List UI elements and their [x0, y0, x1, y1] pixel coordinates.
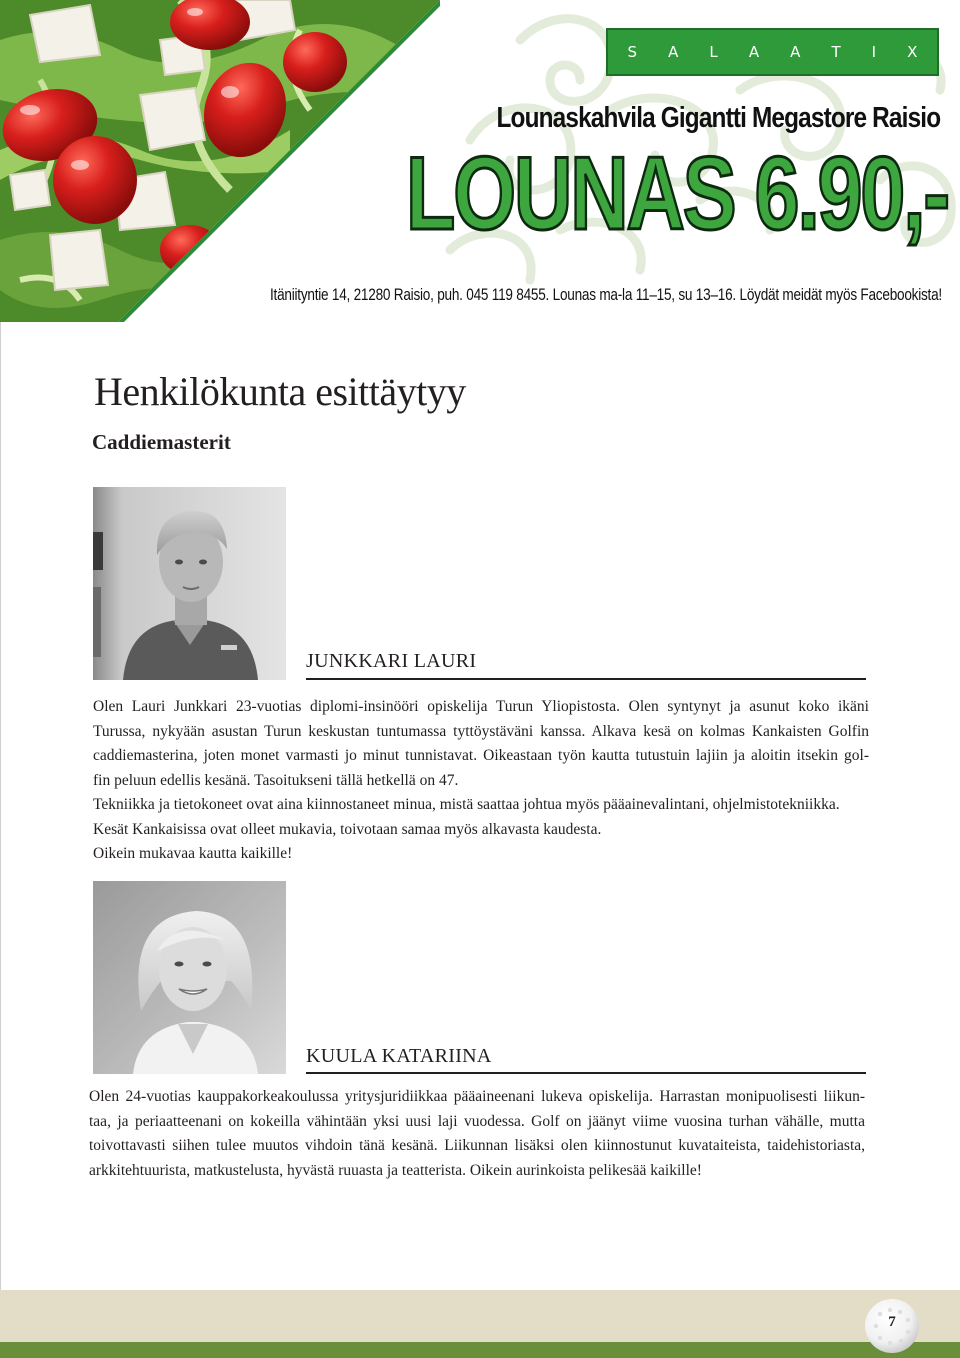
logo-letter: X	[907, 43, 918, 61]
person-name: JUNKKARI LAURI	[306, 650, 477, 672]
bio-line: taa, ja periaatteenani on kokeilla vähintään yksi uusi laji vuodessa. Golf on jäänyt viime vuosina turhan vähälle, mutta	[89, 1112, 865, 1130]
logo-letter: T	[831, 43, 841, 61]
bio-line: Olen 24-vuotias kauppakorkeakoulussa yritysjuridiikkaa pääaineenani lukeva opiskelija. Harrastan monipuolisesti liikun-	[89, 1088, 865, 1105]
salaatix-logo	[606, 28, 939, 76]
bio-line: caddiemasterina, joten monet varmasti jo minut tunnistavat. Oikeastaan työn kautta tutustuin lajiin ja aloitin itsekin gol-	[93, 747, 869, 764]
footer-band	[0, 1290, 960, 1342]
bio-line: Turussa, nykyään asustan Turun keskustan tuntumassa tyttöystäväni kanssa. Alkava kesä on kolmas Kankaisten Golfin	[93, 722, 869, 740]
ad-venue-name: Lounaskahvila Gigantti Megastore Raisio	[496, 102, 940, 134]
page-title: Henkilökunta esittäytyy	[94, 369, 466, 414]
logo-letter: S	[627, 43, 638, 61]
name-underline	[306, 678, 866, 680]
name-underline	[306, 1072, 866, 1074]
bio-line: toivottavasti siihen tulee muutos vihdoin tänä kesänä. Liikunnan lisäksi olen kiinnostunut kuvataiteista, taidehistoriasta,	[89, 1137, 865, 1154]
footer-green-stripe	[0, 1342, 960, 1358]
logo-letter: A	[668, 43, 679, 61]
ad-price-headline: LOUNAS 6.90,-	[405, 136, 948, 252]
portrait-man-photo	[93, 487, 286, 680]
salad-photo	[0, 0, 440, 322]
person-bio	[93, 695, 869, 867]
portrait-woman-photo	[93, 881, 286, 1074]
bio-line: Tekniikka ja tietokoneet ovat aina kiinnostaneet minua, mistä saattaa johtua myös pääainevalintani, ohjelmistotekniikka.	[93, 796, 840, 813]
bio-line: Olen Lauri Junkkari 23-vuotias diplomi-insinööri opiskelija Turun Yliopistosta. Olen syntynyt ja asunut koko ikäni	[93, 698, 869, 715]
logo-letter: A	[748, 43, 760, 61]
salaatix-logo-lettering	[608, 43, 937, 61]
logo-letter: A	[790, 43, 801, 61]
page-number: 7	[888, 1314, 896, 1330]
ad-contact-info: Itäniityntie 14, 21280 Raisio, puh. 045 119 8455. Lounas ma-la 11–15, su 13–16. Löydät meidät myös Facebookista!	[270, 285, 942, 304]
page-edge-line	[0, 322, 1, 1290]
logo-letter: I	[871, 43, 877, 61]
bio-line: Oikein mukavaa kautta kaikille!	[93, 845, 293, 862]
lunch-advertisement	[0, 0, 960, 322]
bio-line: arkkitehtuurista, matkustelusta, hyvästä ruuasta ja teatterista. Oikein aurinkoista pelikesää kaikille!	[89, 1161, 702, 1179]
logo-letter: L	[709, 43, 718, 61]
person-bio	[89, 1085, 865, 1183]
bio-line: fin peluun edellis kesänä. Tasoitukseni tällä hetkellä on 47.	[93, 771, 459, 789]
section-subtitle: Caddiemasterit	[92, 430, 231, 454]
person-name: KUULA KATARIINA	[306, 1045, 492, 1067]
bio-line: Kesät Kankaisissa ovat olleet mukavia, toivotaan samaa myös alkavasta kaudesta.	[93, 820, 602, 838]
